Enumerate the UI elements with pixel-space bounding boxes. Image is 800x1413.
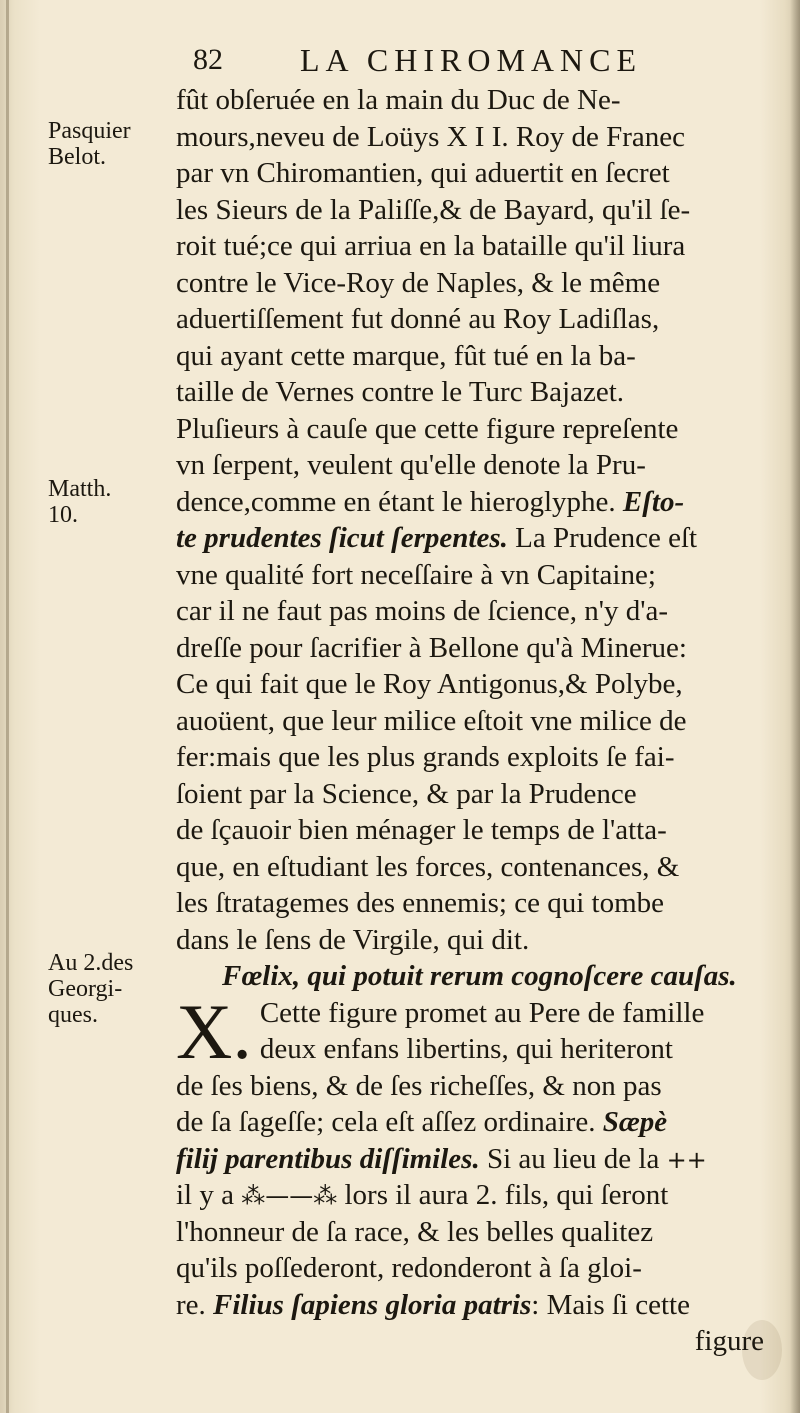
virgil-quote: Fœlix, qui potuit rerum cognoſcere cauſas.: [222, 960, 737, 992]
text-line: dence,comme en étant le hieroglyphe. Eſto-: [176, 485, 685, 518]
text-line: qu'ils poſſederont, redonderont à ſa gloi-: [176, 1252, 642, 1284]
text-line: de ſçauoir bien ménager le temps de l'atta-: [176, 814, 667, 846]
text-line: deux enfans libertins, qui heriteront: [259, 1033, 673, 1065]
latin-quote: Filius ſapiens gloria patris: [213, 1288, 532, 1321]
text-line: Ce qui fait que le Roy Antigonus,& Polybe,: [176, 668, 683, 700]
text-line: fer:mais que les plus grands exploits ſe fai-: [176, 741, 675, 773]
text-line: les ſtratagemes des ennemis; ce qui tombe: [176, 887, 665, 919]
latin-quote: Sæpè: [602, 1106, 668, 1138]
page-number: 82: [193, 43, 223, 76]
text-line: Pluſieurs à cauſe que cette figure repreſente: [176, 412, 679, 445]
text-line: les Sieurs de la Paliſſe,& de Bayard, qu'il ſe-: [176, 193, 691, 226]
margin-note-georgiques: Au 2.des Georgi- ques.: [48, 950, 134, 1028]
text-line: de ſes biens, & de ſes richeſſes, & non pas: [176, 1069, 662, 1102]
text-line: Cette figure promet au Pere de famille: [259, 996, 705, 1029]
text-line: vne qualité fort neceſſaire à vn Capitaine;: [176, 558, 656, 591]
latin-quote: te prudentes ſicut ſerpentes.: [176, 522, 508, 554]
text-line: te prudentes ſicut ſerpentes. La Prudence eſt: [176, 522, 698, 554]
text-line: dreſſe pour ſacrifier à Bellone qu'à Minerue:: [176, 631, 687, 664]
text-line: par vn Chiromantien, qui aduertit en ſecret: [176, 157, 670, 189]
text-line: contre le Vice-Roy de Naples, & le même: [176, 266, 661, 299]
text-line: dans le ſens de Virgile, qui dit.: [176, 923, 530, 956]
running-title: LA CHIROMANCE: [300, 42, 643, 78]
text-line: car il ne faut pas moins de ſcience, n'y d'a-: [176, 595, 668, 627]
latin-quote: Eſto-: [622, 485, 685, 518]
margin-note-pasquier: Pasquier Belot.: [48, 118, 131, 170]
text-line: roit tué;ce qui arriua en la bataille qu'il liura: [176, 230, 686, 262]
text-line: vn ſerpent, veulent qu'elle denote la Pru-: [176, 449, 646, 481]
text-line: l'honneur de ſa race, & les belles qualitez: [176, 1215, 654, 1248]
palm-line-symbol: ⁂——⁂: [241, 1182, 338, 1210]
text-line: ſoient par la Science, & par la Prudence: [176, 777, 637, 810]
text-line: qui ayant cette marque, fût tué en la ba-: [176, 339, 636, 372]
text-line: auoüent, que leur milice eſtoit vne milice de: [176, 704, 687, 737]
section-x: [176, 987, 794, 1075]
text-line: aduertiſſement fut donné au Roy Ladiſlas,: [176, 303, 660, 335]
latin-quote: filij parentibus diſſimiles.: [176, 1142, 480, 1175]
binding-shadow: [6, 0, 9, 1413]
text-line: il y a ⁂——⁂ lors il aura 2. fils, qui ſeront: [176, 1179, 669, 1211]
main-text: [176, 82, 794, 1360]
text-line: taille de Vernes contre le Turc Bajazet.: [176, 376, 625, 408]
page-header: [0, 40, 800, 80]
catchword: figure: [694, 1325, 764, 1357]
drop-capital: X.: [176, 987, 252, 1075]
text-line: filij parentibus diſſimiles. Si au lieu de la ++: [176, 1142, 707, 1175]
text-line: de ſa ſageſſe; cela eſt aſſez ordinaire. Sæpè: [176, 1106, 668, 1138]
text-line: que, en eſtudiant les forces, contenances, &: [176, 850, 680, 883]
text-line: mours,neveu de Loüys X I I. Roy de Franec: [176, 120, 685, 153]
text-line: fût obſeruée en la main du Duc de Ne-: [176, 84, 621, 116]
text-line: re. Filius ſapiens gloria patris: Mais ſi cette: [176, 1288, 690, 1321]
margin-note-matth: Matth. 10.: [48, 476, 112, 528]
double-cross-symbol: ++: [666, 1145, 707, 1174]
